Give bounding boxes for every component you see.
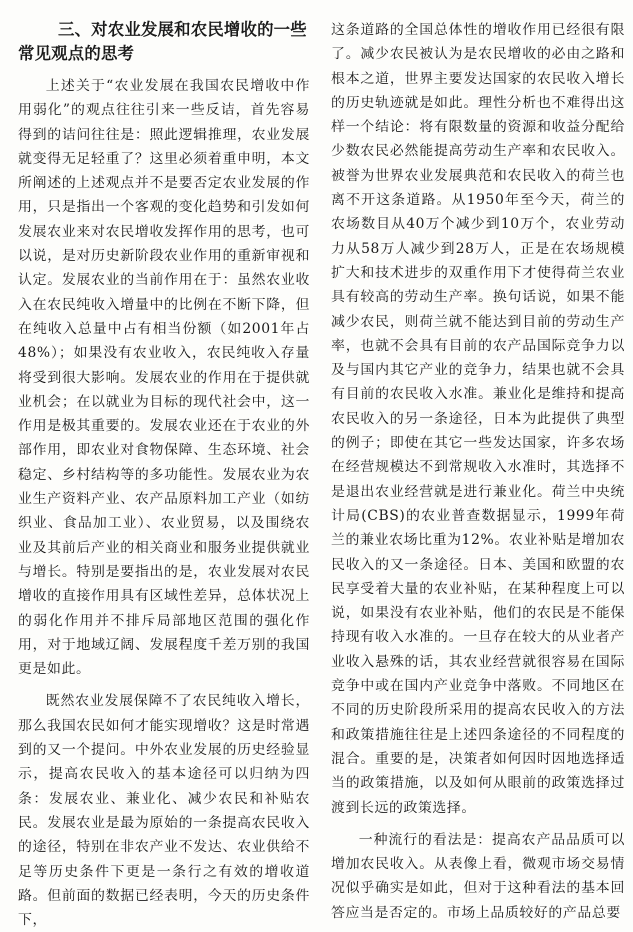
right-paragraph-2: 一种流行的看法是：提高农产品品质可以增加农民收入。从表像上看，微观市场交易情况似乎确实是如此，但对于这种看法的基本回答应当是否定的。市场上品质较好的产品总要 [331, 831, 625, 921]
right-column [331, 18, 625, 925]
left-column [18, 18, 310, 932]
section-heading [18, 18, 310, 66]
left-paragraph-1: 上述关于“农业发展在我国农民增收中作用弱化”的观点往往引来一些反诘，首先容易得到的诘问往往是：照此逻辑推理，农业发展就变得无足轻重了？这里必须着重申明，本文所阐述的上述观点并不是要否定农业发展的作用，只是指出一个客观的变化趋势和引发如何发展农业来对农民增收发挥作用的思考，也可以说，是对历史新阶段农业作用的重新审视和认定。发展农业的当前作用在于：虽然农业收入在农民纯收入增量中的比例在不断下降，但在纯收入总量中占有相当份额（如2001年占48%）；如果没有农业收入，农民纯收入存量将受到很大影响。发展农业的作用在于提供就业机会；在以就业为目标的现代社会中，这一作用是极其重要的。发展农业还在于农业的外部作用，即农业对食物保障、生态环境、社会稳定、乡村结构等的多功能性。发展农业为农业生产资料产业、农产品原料加工产业（如纺织业、食品加工业）、农业贸易，以及围绕农业及其前后产业的相关商业和服务业提供就业与增长。特别是要指出的是，农业发展对农民增收的直接作用具有区域性差异，总体状况上的弱化作用并不排斥局部地区范围的强化作用，对于地域辽阔、发展程度千差万别的我国更是如此。 [18, 78, 310, 678]
section-heading-line-2: 常见观点的思考 [18, 44, 135, 63]
section-heading-line-1: 三、对农业发展和农民增收的一些 [58, 20, 307, 39]
right-paragraph-1: 这条道路的全国总体性的增收作用已经很有限了。减少农民被认为是农民增收的必由之路和根本之道，世界主要发达国家的农民收入增长的历史轨迹就是如此。理性分析也不难得出这样一个结论：将有限数量的资源和收益分配给少数农民必然能提高劳动生产率和农民收入。被誉为世界农业发展典范和农民收入的荷兰也离不开这条道路。从1950年至今天，荷兰的农场数目从40万个减少到10万个，农业劳动力从58万人减少到28万人，正是在农场规模扩大和技术进步的双重作用下才使得荷兰农业具有较高的劳动生产率。换句话说，如果不能减少农民，则荷兰就不能达到目前的劳动生产率，也就不会具有目前的农产品国际竞争力以及与国内其它产业的竞争力，结果也就不会具有目前的农民收入水准。兼业化是维持和提高农民收入的另一条途径，日本为此提供了典型的例子；即使在其它一些发达国家，许多农场在经营规模达不到常规收入水准时，其选择不是退出农业经营就是进行兼业化。荷兰中央统计局(CBS)的农业普查数据显示，1999年荷兰的兼业农场比重为12%。农业补贴是增加农民收入的又一条途径。日本、美国和欧盟的农民享受着大量的农业补贴，在某种程度上可以说，如果没有农业补贴，他们的农民是不能保持现有收入水准的。一旦存在较大的从业者产业收入悬殊的话，其农业经营就很容易在国际竞争中或在国内产业竞争中落败。不同地区在不同的历史阶段所采用的提高农民收入的方法和政策措施往往是上述四条途径的不同程度的混合。重要的是，决策者如何因时因地选择适当的政策措施，以及如何从眼前的政策选择过渡到长远的政策选择。 [331, 22, 625, 816]
left-paragraph-2: 既然农业发展保障不了农民纯收入增长，那么我国农民如何才能实现增收？这是时常遇到的又一个提问。中外农业发展的历史经验显示，提高农民收入的基本途径可以归纳为四条：发展农业、兼业化、减少农民和补贴农民。发展农业是最为原始的一条提高农民收入的途径，特别在非农产业不发达、农业供给不足等历史条件下更是一条行之有效的增收道路。但前面的数据已经表明，今天的历史条件下， [18, 693, 310, 929]
